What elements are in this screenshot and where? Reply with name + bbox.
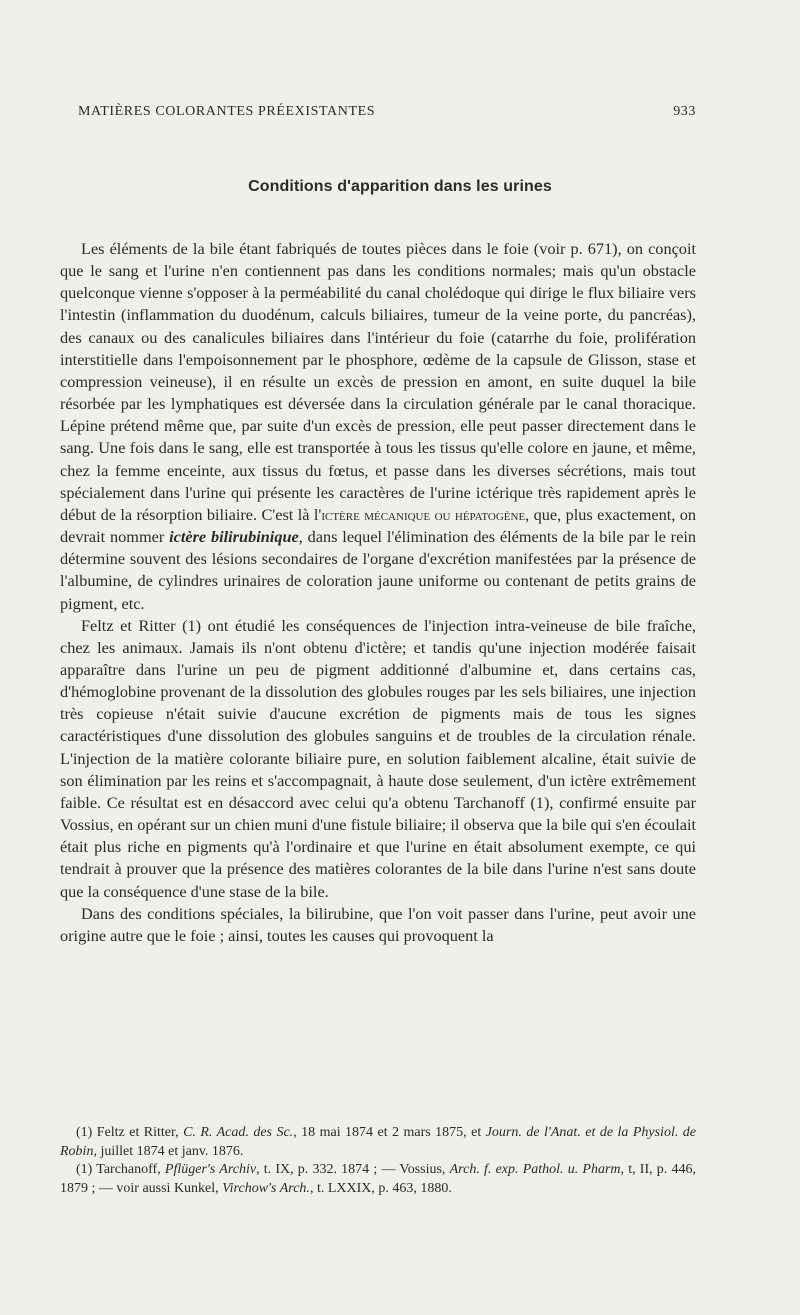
- footnote-2: (1) Tarchanoff, Pflüger's Archiv, t. IX, p. 332. 1874 ; — Vossius, Arch. f. exp. Pathol. u. Pharm, t, II, p. 446, 1879 ; — voir aussi Kunkel, Virchow's Arch., t. LXXIX, p. 463, 1880.: [60, 1162, 697, 1196]
- running-header: [78, 104, 696, 120]
- section-title: Conditions d'apparition dans les urines: [248, 178, 552, 195]
- paragraph-3: Dans des conditions spéciales, la bilirubine, que l'on voit passer dans l'urine, peut avoir une origine autre que le foie ; ainsi, toutes les causes qui provoquent la: [60, 903, 696, 945]
- running-title: MATIÈRES COLORANTES PRÉEXISTANTES: [78, 104, 376, 119]
- body-text: [60, 238, 696, 947]
- footnotes: [60, 1124, 696, 1198]
- paragraph-1: Les éléments de la bile étant fabriqués de toutes pièces dans le foie (voir p. 671), on conçoit que le sang et l'urine n'en contiennent pas dans les conditions normales; mais qu'un obstacle quelconque vienne s'opposer à la perméabilité du canal cholédoque qui dirige le flux biliaire vers l'intestin (inflammation du duodénum, calculs biliaires, tumeur de la veine porte, du pancréas), des canaux ou des canalicules biliaires dans l'intérieur du foie (catarrhe du foie, prolifération interstitielle dans l'empoisonnement par le phosphore, œdème de la capsule de Glisson, stase et compression veineuse), il en résulte un excès de pression en amont, en suite duquel la bile résorbée par les lymphatiques est déversée dans la circulation générale par le canal thoracique. Lépine prétend même que, par suite d'un excès de pression, elle peut passer directement dans le sang. Une fois dans le sang, elle est transportée à tous les tissus qu'elle colore en jaune, et même, chez la femme enceinte, aux tissus du fœtus, et passe dans les diverses sécrétions, mais tout spécialement dans l'urine qui présente les caractères de l'urine ictérique très rapidement après le début de la résorption biliaire. C'est là l'ictère mécanique ou hépatogène, que, plus exactement, on devrait nommer ictère bilirubinique, dans lequel l'élimination des éléments de la bile par le rein détermine souvent des lésions secondaires de l'organe d'excrétion manifestées par la présence de l'albumine, de cylindres urinaires de coloration jaune uniforme ou contenant de petits grains de pigment, etc.: [60, 239, 697, 613]
- paragraph-2: Feltz et Ritter (1) ont étudié les conséquences de l'injection intra-veineuse de bile fraîche, chez les animaux. Jamais ils n'ont obtenu d'ictère; et tandis qu'une injection modérée faisait apparaître dans l'urine un peu de pigment additionné d'albumine et, dans certains cas, d'hémoglobine provenant de la dissolution des globules rouges par les sels biliaires, une injection très copieuse n'était suivie d'aucune excrétion de pigments mais de tous les signes caractéristiques d'une dissolution des globules sanguins et de troubles de la circulation rénale. L'injection de la matière colorante biliaire pure, en solution faiblement alcaline, était suivie de son élimination par les reins et s'accompagnait, à haute dose seulement, d'un ictère extrêmement faible. Ce résultat est en désaccord avec celui qu'a obtenu Tarchanoff (1), confirmé ensuite par Vossius, en opérant sur un chien muni d'une fistule biliaire; il observa que la bile qui s'en écoulait était plus riche en pigments qu'à l'ordinaire et que l'urine en était absolument exempte, ce qui tendrait à prouver que la présence des matières colorantes de la bile dans l'urine n'est sans doute que la conséquence d'une stase de la bile.: [60, 615, 696, 901]
- term-icterus-bilirubinique: ictère bilirubinique: [169, 527, 299, 547]
- term-icterus-mecanique: ictère mécanique ou hépatogène: [321, 504, 526, 524]
- page-number: 933: [673, 104, 696, 119]
- footnote-1: (1) Feltz et Ritter, C. R. Acad. des Sc., 18 mai 1874 et 2 mars 1875, et Journ. de l'Anat. et de la Physiol. de Robin, juillet 1874 et janv. 1876.: [60, 1125, 697, 1159]
